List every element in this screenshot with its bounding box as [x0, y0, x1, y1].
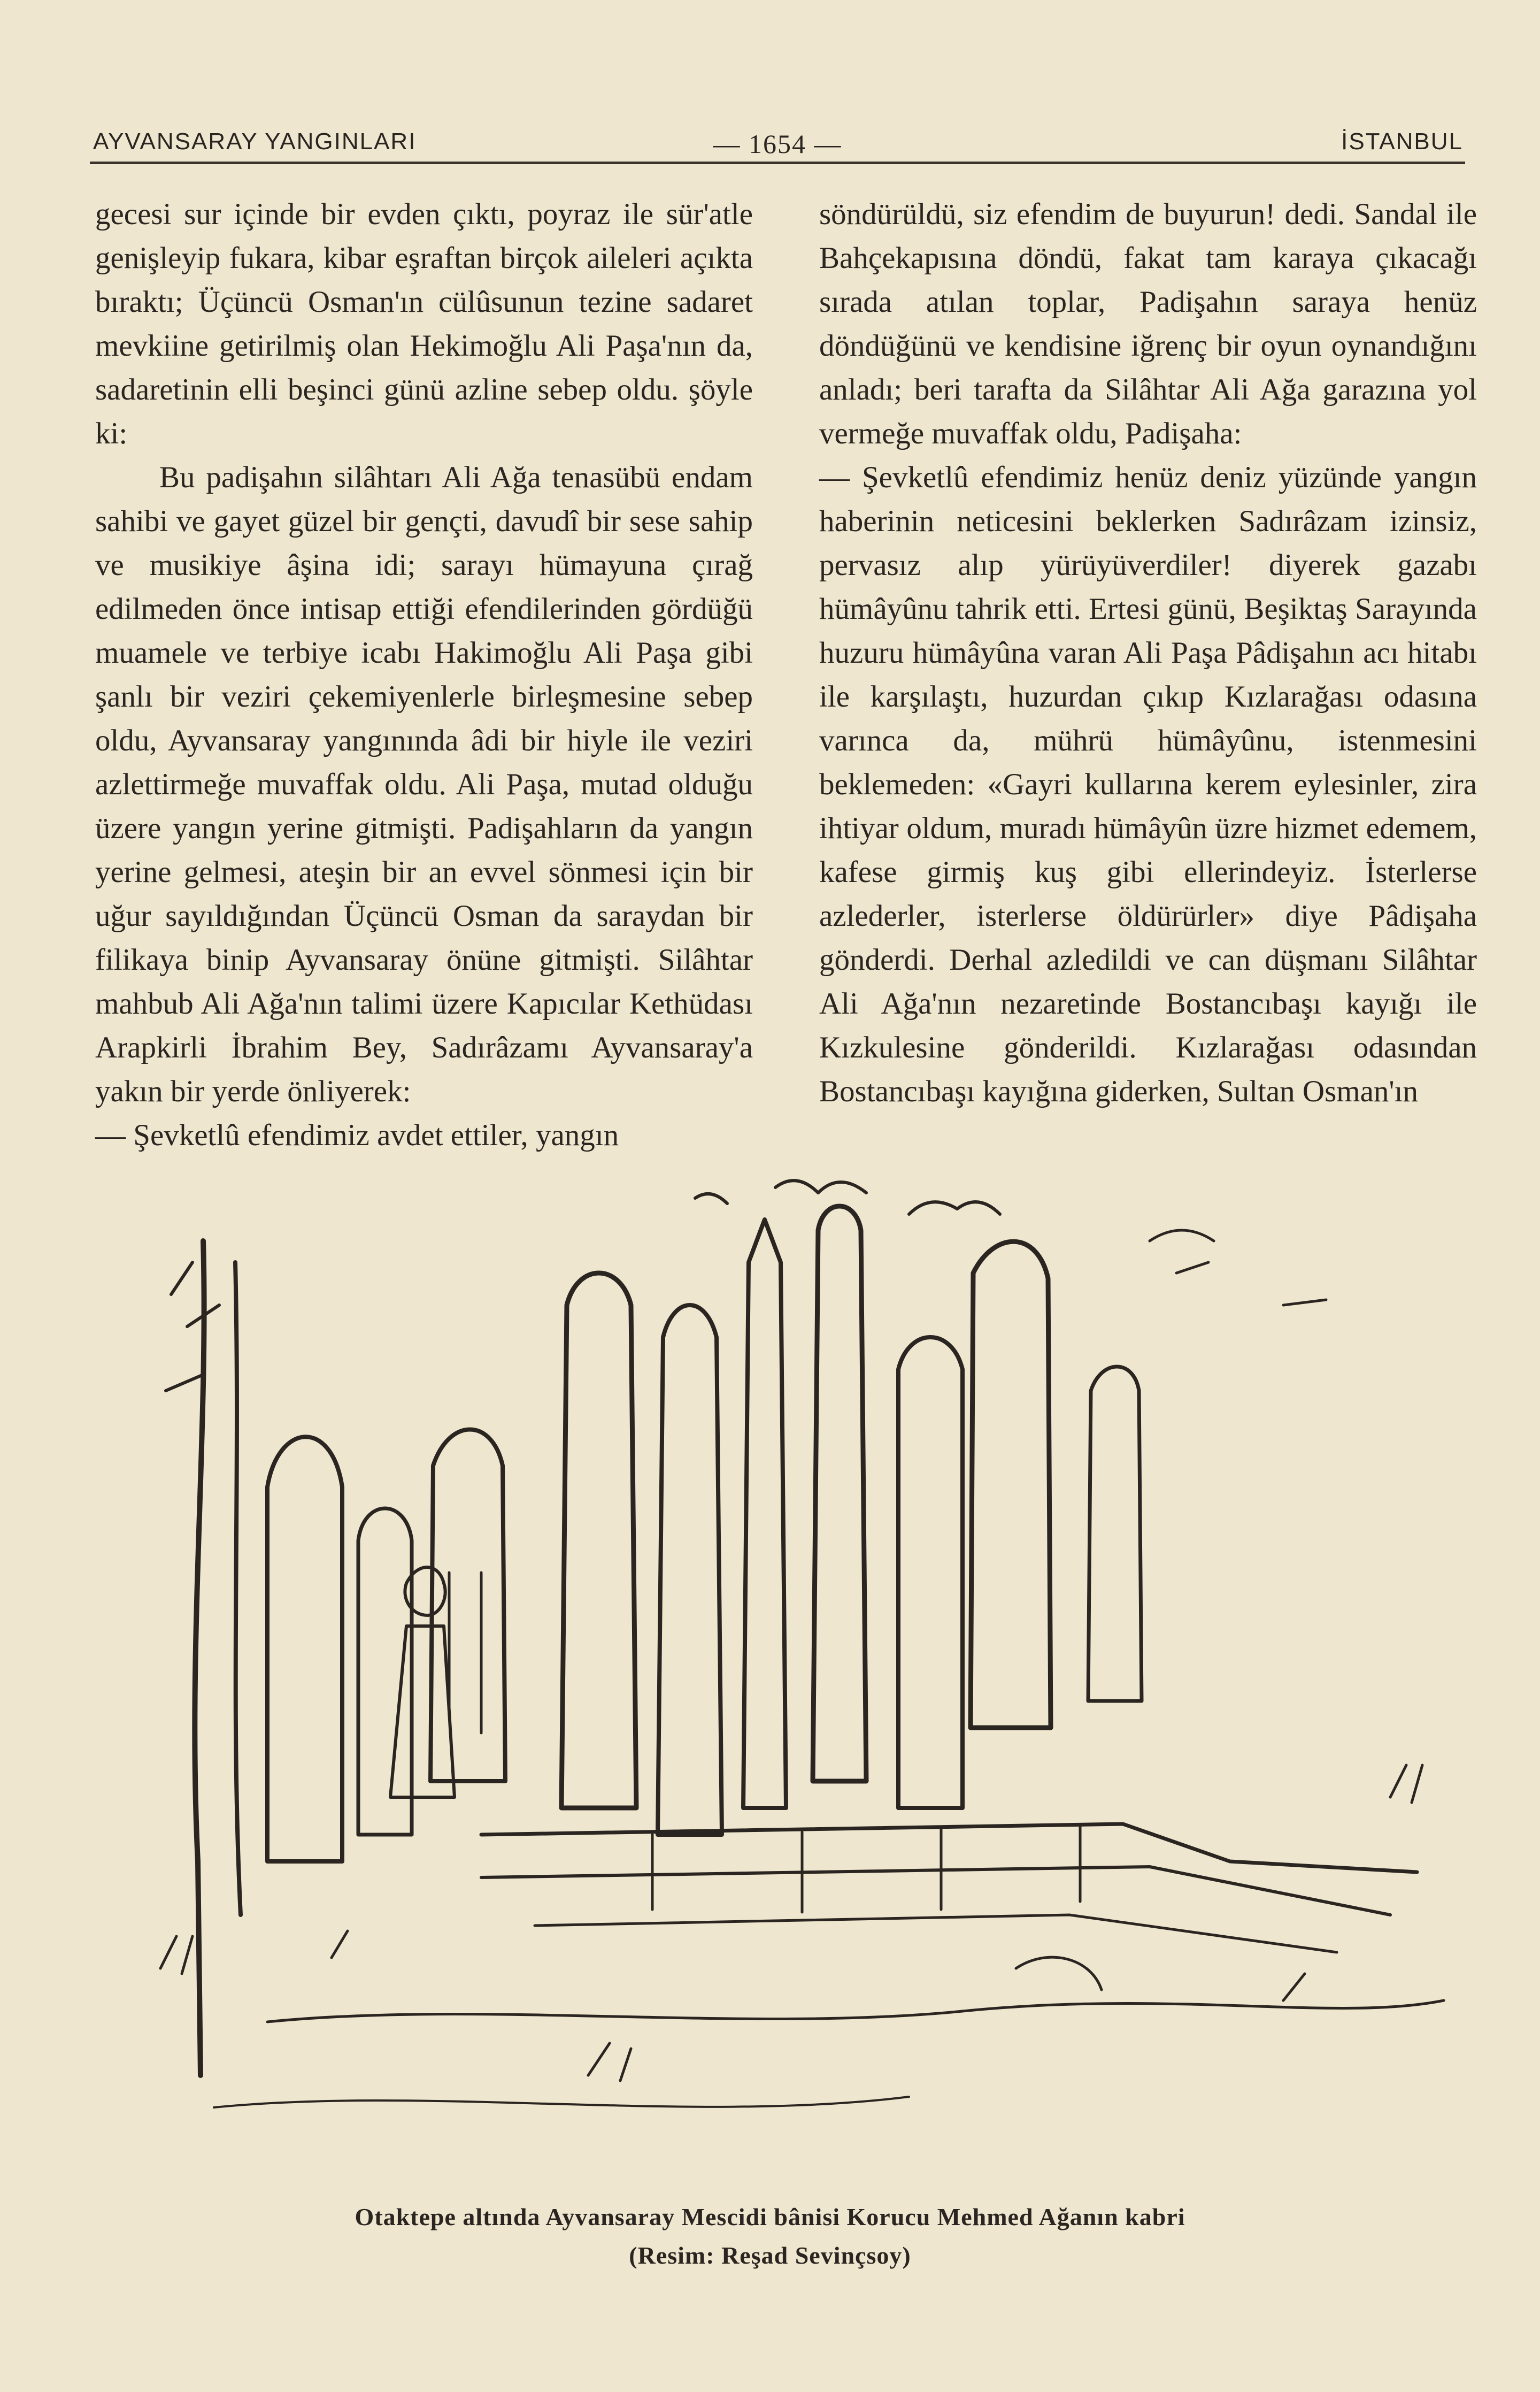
header-section-title: AYVANSARAY YANGINLARI	[93, 128, 417, 155]
header-book-title: İSTANBUL	[1341, 128, 1463, 155]
running-header	[90, 119, 1465, 164]
illustration-credit: (Resim: Reşad Sevinçsoy)	[629, 2242, 911, 2269]
left-paragraph-1: gecesi sur içinde bir evden çıktı, poyraz ile sür'atle genişleyip fukara, kibar eşraftan birçok aileleri açıkta bıraktı; Üçüncü Osman'ın cülûsunun tezine sadaret mevkiine getirilmiş olan Hekimoğlu Ali Paşa'nın da, sadaretinin elli beşinci günü azline sebep oldu. şöyle ki:	[95, 197, 753, 450]
right-paragraph-2: — Şevketlû efendimiz henüz deniz yüzünde yangın haberinin neticesini beklerken Sadırâzam izinsiz, pervasız alıp yürüyüverdiler! diyerek gazabı hümâyûnu tahrik etti. Ertesi günü, Beşiktaş Sarayında huzuru hümâyûna varan Ali Paşa Pâdişahın acı hitabı ile karşılaştı, huzurdan çıkıp Kızlarağası odasına varınca da, mührü hümâyûnu, istenmesini beklemeden: «Gayri kullarına kerem eylesinler, zira ihtiyar oldum, muradı hümâyûn üzre hizmet edemem, kafese girmiş kuş gibi ellerindeyiz. İsterlerse azlederler, isterlerse öldürürler» diye Pâdişaha gönderdi. Derhal azledildi ve can düşmanı Silâhtar Ali Ağa'nın nezaretinde Bostancıbaşı kayığı ile Kızkulesine gönderildi. Kızlarağası odasından Bostancıbaşı kayığına giderken, Sultan Osman'ın	[819, 461, 1477, 1108]
illustration-caption: Otaktepe altında Ayvansaray Mescidi bânisi Korucu Mehmed Ağanın kabri	[355, 2203, 1185, 2230]
left-paragraph-2: Bu padişahın silâhtarı Ali Ağa tenasübü endam sahibi ve gayet güzel bir gençti, davudî bir sese sahip ve musikiye âşina idi; sarayı hümayuna çırağ edilmeden önce intisap ettiği efendilerinden gördüğü muamele ve terbiye icabı Hakimoğlu Ali Paşa gibi şanlı bir veziri çekemiyenlerle birleşmesine sebep oldu, Ayvansaray yangınında âdi bir hiyle ile veziri azlettirmeğe muvaffak oldu. Ali Paşa, mutad olduğu üzere yangın yerine gitmişti. Padişahların da yangın yerine gelmesi, ateşin bir an evvel sönmesi için bir uğur sayıldığından Üçüncü Osman da saraydan bir filikaya binip Ayvansaray önüne gitmişti. Silâhtar mahbub Ali Ağa'nın talimi üzere Kapıcılar Kethüdası Arapkirli İbrahim Bey, Sadırâzamı Ayvansaray'a yakın bir yerde önliyerek:	[95, 461, 753, 1108]
left-column	[95, 193, 753, 1157]
right-paragraph-1: söndürüldü, siz efendim de buyurun! dedi. Sandal ile Bahçekapısına döndü, fakat tam karaya çıkacağı sırada atılan toplar, Padişahın saraya henüz döndüğünü ve kendisine iğrenç bir oyun oynandığını anladı; beri tarafta da Silâhtar Ali Ağa garazına yol vermeğe muvaffak oldu, Padişaha:	[819, 197, 1477, 450]
right-column	[819, 193, 1477, 1114]
left-paragraph-3: — Şevketlû efendimiz avdet ettiler, yangın	[95, 1118, 619, 1152]
page-number: — 1654 —	[713, 129, 842, 159]
cemetery-sketch-icon	[107, 1166, 1476, 2193]
